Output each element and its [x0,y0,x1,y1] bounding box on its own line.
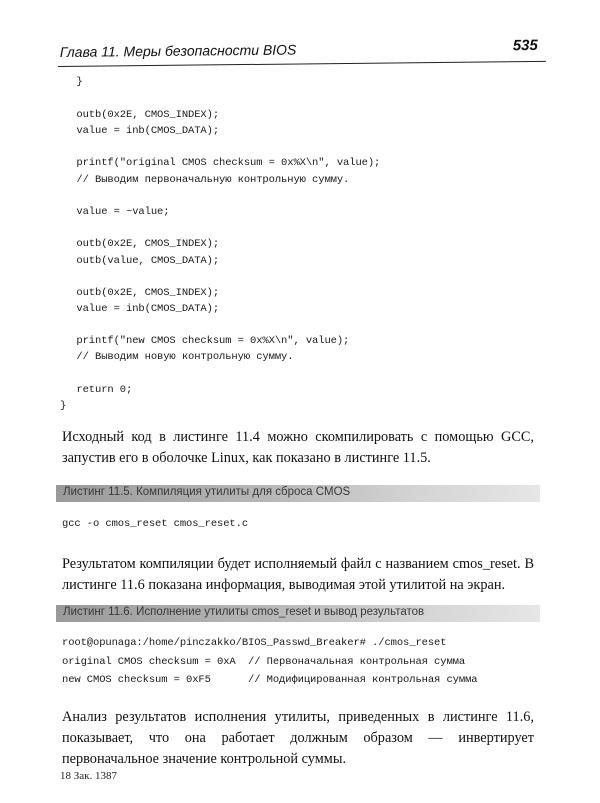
code-line: value = ~value; [64,206,170,218]
code-line: printf("new CMOS checksum = 0x%X\n", value); [64,335,350,347]
listing-title: Листинг 11.6. Исполнение утилиты cmos_reset и вывод результатов [63,606,425,618]
terminal-line: original CMOS checksum = 0xA // Первоначальная контрольная сумма [62,656,466,668]
chapter-title: Глава 11. Меры безопасности BIOS [59,41,297,60]
listing-caption-bar [56,485,540,502]
code-line: printf("original CMOS checksum = 0x%X\n", value); [64,157,381,169]
page-number: 535 [512,36,538,55]
code-line: value = inb(CMOS_DATA); [64,303,220,315]
listing-caption-bar [56,605,540,622]
code-line: outb(0x2E, CMOS_INDEX); [64,287,220,299]
code-line: outb(0x2E, CMOS_INDEX); [64,109,220,121]
code-comment: // Выводим первоначальную контрольную сумму. [64,174,350,186]
listing-title: Листинг 11.5. Компиляция утилиты для сброса CMOS [63,486,351,498]
code-line: return 0; [64,384,133,396]
code-block [60,0,544,420]
body-paragraph: Результатом компиляции будет исполняемый файл с названием cmos_reset. В листинге 11.6 показана информация, выводимая этой утилитой на экран. [62,556,534,593]
code-line: outb(0x2E, CMOS_INDEX); [64,238,220,250]
page-footer: 18 Зак. 1387 [60,770,117,782]
code-line: value = inb(CMOS_DATA); [64,125,220,137]
code-line: gcc -o cmos_reset cmos_reset.c [62,518,249,530]
body-paragraph: Исходный код в листинге 11.4 можно скомпилировать с помощью GCC, запустив его в оболочке Linux, как показано в листинге 11.5. [62,429,534,466]
code-line: outb(value, CMOS_DATA); [64,255,220,267]
code-comment: // Выводим новую контрольную сумму. [64,351,294,363]
body-paragraph: Анализ результатов исполнения утилиты, приведенных в листинге 11.6, показывает, что она работает должным образом — инвертирует первоначальное значение контрольной суммы. [62,709,534,767]
code-line: } [60,400,67,412]
code-line: } [64,76,83,88]
terminal-line: root@opunaga:/home/pinczakko/BIOS_Passwd_Breaker# ./cmos_reset [62,637,447,649]
terminal-line: new CMOS checksum = 0xF5 // Модифицированная контрольная сумма [62,674,478,686]
